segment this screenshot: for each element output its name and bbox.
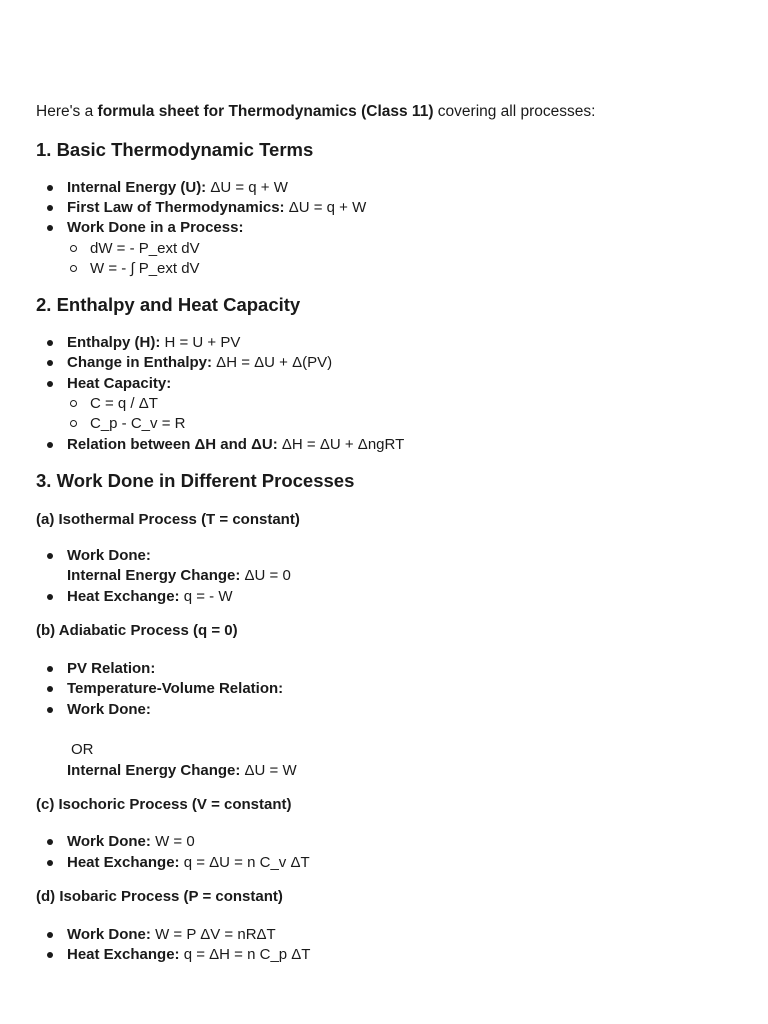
list-item xyxy=(67,659,155,679)
circle-bullet-icon xyxy=(70,265,77,272)
list-item xyxy=(67,198,366,218)
sub-list-item xyxy=(90,259,200,279)
item-label: Enthalpy (H): xyxy=(67,334,161,351)
item-label: Temperature-Volume Relation: xyxy=(67,680,284,697)
item-value: q = ΔH = n C_p ΔT xyxy=(179,946,311,963)
list-item xyxy=(67,178,288,198)
item-label: Work Done in a Process: xyxy=(67,219,244,236)
bullet-icon xyxy=(47,594,53,600)
item-label: Internal Energy Change: xyxy=(67,567,241,584)
bullet-icon xyxy=(47,442,53,448)
subsection-c-heading: (c) Isochoric Process (V = constant) xyxy=(36,796,292,813)
item-value: ΔU = q + W xyxy=(284,199,367,216)
item-value: ΔU = q + W xyxy=(206,179,288,196)
bullet-icon xyxy=(47,686,53,692)
sub-item-text: dW = - P_ext dV xyxy=(90,240,200,257)
item-value: H = U + PV xyxy=(160,334,241,351)
bullet-icon xyxy=(47,340,53,346)
list-item xyxy=(67,218,243,238)
section-1-title: 1. Basic Thermodynamic Terms xyxy=(36,139,314,160)
intro-prefix: Here's a xyxy=(36,103,98,120)
sub-item-text: W = - ∫ P_ext dV xyxy=(90,260,200,277)
item-value: ΔH = ΔU + Δ(PV) xyxy=(212,354,333,371)
list-item-continuation xyxy=(67,566,291,586)
or-text: OR xyxy=(71,741,94,758)
item-label: Internal Energy (U): xyxy=(67,179,207,196)
bullet-icon xyxy=(47,381,53,387)
item-label: Relation between ΔH and ΔU: xyxy=(67,436,278,453)
bullet-icon xyxy=(47,185,53,191)
item-label: Work Done: xyxy=(67,701,151,718)
bullet-icon xyxy=(47,225,53,231)
sub-item-text: C = q / ΔT xyxy=(90,395,158,412)
section-2-title: 2. Enthalpy and Heat Capacity xyxy=(36,294,301,315)
item-label: Work Done: xyxy=(67,833,151,850)
circle-bullet-icon xyxy=(70,400,77,407)
item-value: q = - W xyxy=(179,588,233,605)
list-item xyxy=(67,374,171,394)
bullet-icon xyxy=(47,666,53,672)
item-value: W = 0 xyxy=(150,833,195,850)
list-item xyxy=(67,435,404,455)
sub-item-text: C_p - C_v = R xyxy=(90,415,186,432)
circle-bullet-icon xyxy=(70,245,77,252)
item-value: ΔH = ΔU + ΔngRT xyxy=(277,436,405,453)
bullet-icon xyxy=(47,839,53,845)
list-item xyxy=(67,853,310,873)
bullet-icon xyxy=(47,360,53,366)
section-3-title: 3. Work Done in Different Processes xyxy=(36,470,355,491)
list-item-continuation xyxy=(67,761,297,781)
subsection-a-heading: (a) Isothermal Process (T = constant) xyxy=(36,511,300,528)
list-item xyxy=(67,333,240,353)
list-item xyxy=(67,945,310,965)
item-label: Internal Energy Change: xyxy=(67,762,241,779)
sub-list-item xyxy=(90,394,158,414)
item-value: ΔU = 0 xyxy=(240,567,291,584)
item-label: First Law of Thermodynamics: xyxy=(67,199,285,216)
bullet-icon xyxy=(47,952,53,958)
item-value: W = P ΔV = nRΔT xyxy=(150,926,276,943)
bullet-icon xyxy=(47,553,53,559)
circle-bullet-icon xyxy=(70,420,77,427)
item-value: q = ΔU = n C_v ΔT xyxy=(179,854,310,871)
item-label: Change in Enthalpy: xyxy=(67,354,213,371)
list-item xyxy=(67,925,276,945)
item-label: PV Relation: xyxy=(67,660,156,677)
item-label: Heat Capacity: xyxy=(67,375,172,392)
intro-text xyxy=(36,102,595,122)
item-label: Heat Exchange: xyxy=(67,854,180,871)
bullet-icon xyxy=(47,932,53,938)
intro-bold: formula sheet for Thermodynamics (Class 11) xyxy=(97,103,434,120)
sub-list-item xyxy=(90,414,185,434)
list-item xyxy=(67,700,151,720)
subsection-b-heading: (b) Adiabatic Process (q = 0) xyxy=(36,622,238,639)
intro-suffix: covering all processes: xyxy=(433,103,596,120)
list-item xyxy=(67,832,195,852)
item-label: Heat Exchange: xyxy=(67,588,180,605)
list-item xyxy=(67,353,332,373)
subsection-d-heading: (d) Isobaric Process (P = constant) xyxy=(36,888,283,905)
sub-list-item xyxy=(90,239,200,259)
bullet-icon xyxy=(47,205,53,211)
list-item xyxy=(67,546,151,566)
item-value: ΔU = W xyxy=(240,762,297,779)
item-label: Work Done: xyxy=(67,547,151,564)
bullet-icon xyxy=(47,860,53,866)
bullet-icon xyxy=(47,707,53,713)
list-item xyxy=(67,679,283,699)
item-label: Heat Exchange: xyxy=(67,946,180,963)
list-item xyxy=(67,587,232,607)
item-label: Work Done: xyxy=(67,926,151,943)
